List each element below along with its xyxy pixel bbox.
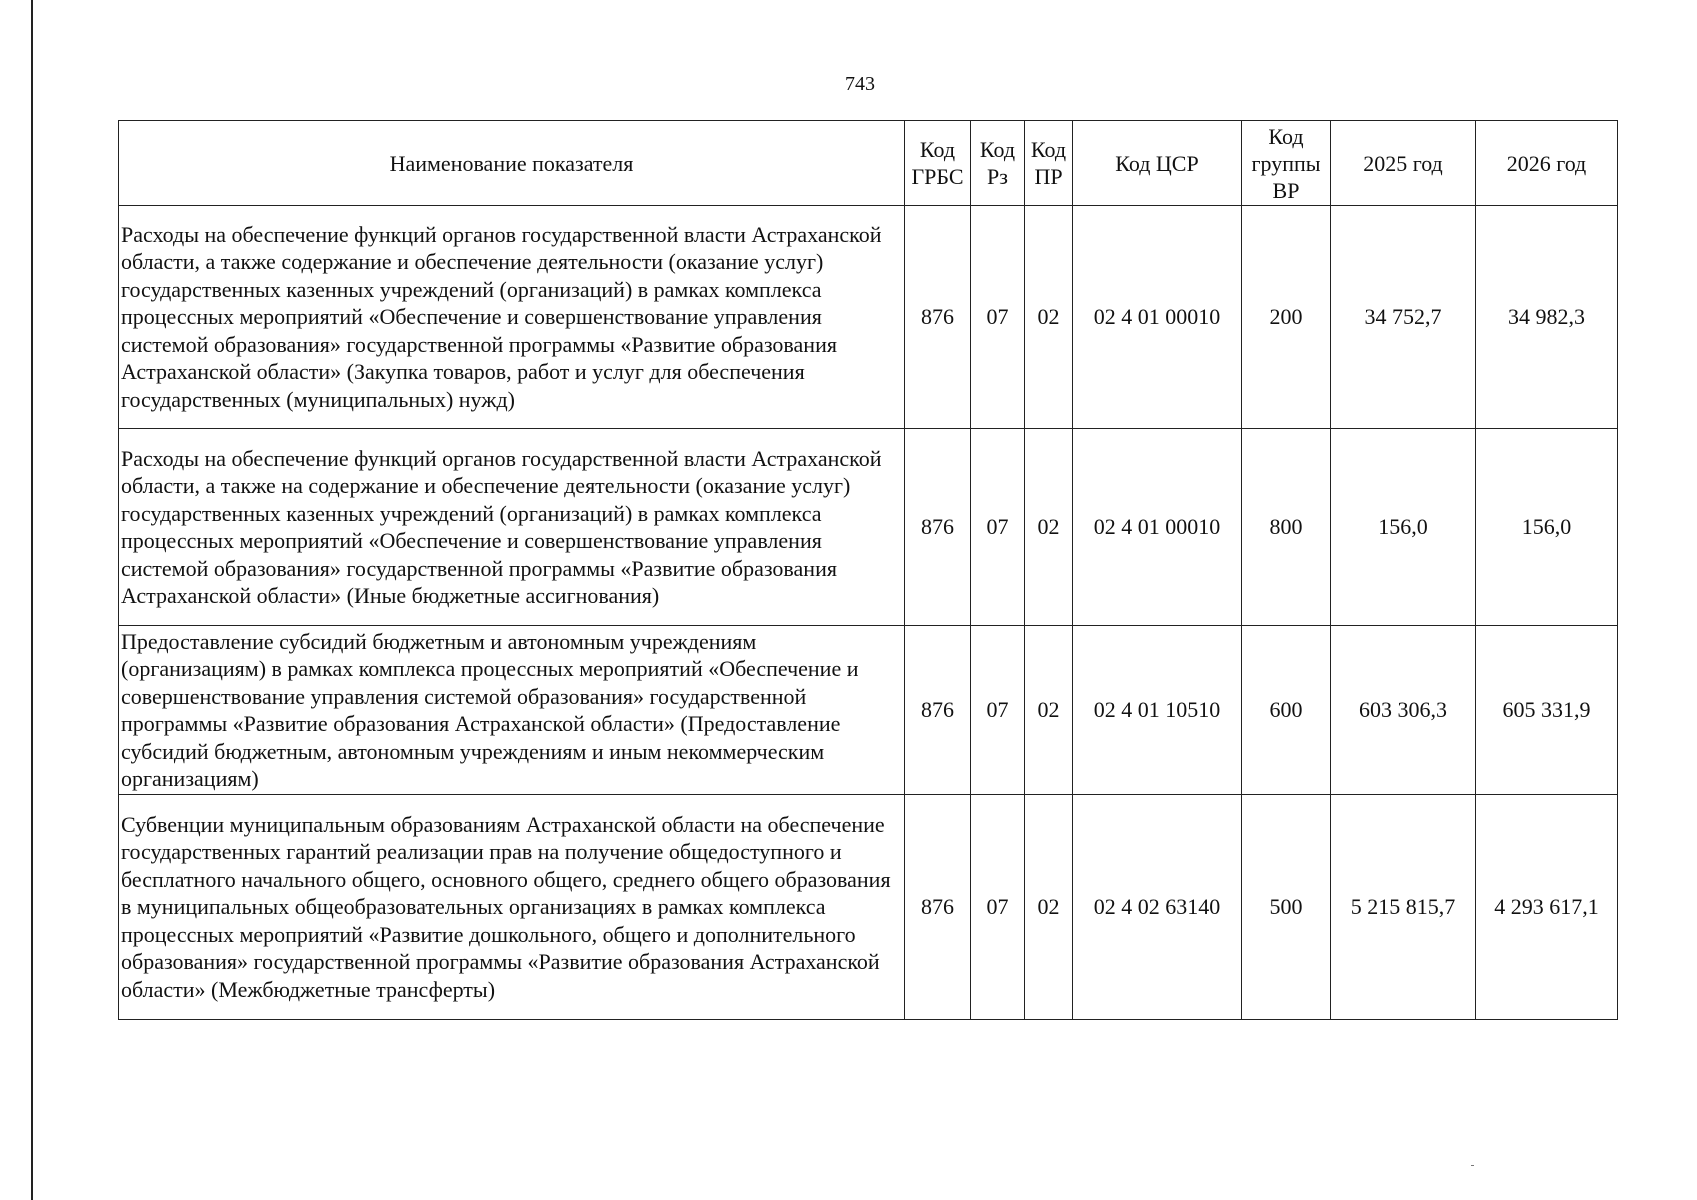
- row-2026: 4 293 617,1: [1476, 795, 1618, 1020]
- header-grbs: Код ГРБС: [905, 121, 971, 206]
- row-rz: 07: [971, 626, 1025, 795]
- row-rz: 07: [971, 429, 1025, 626]
- header-2026: 2026 год: [1476, 121, 1618, 206]
- row-2025: 34 752,7: [1331, 206, 1476, 429]
- header-pr: Код ПР: [1025, 121, 1073, 206]
- row-2025: 5 215 815,7: [1331, 795, 1476, 1020]
- header-csr: Код ЦСР: [1073, 121, 1242, 206]
- table-row: [119, 429, 1618, 626]
- row-vr: 200: [1242, 206, 1331, 429]
- row-pr: 02: [1025, 795, 1073, 1020]
- table-header-row: [119, 121, 1618, 206]
- page-number: 743: [845, 73, 875, 95]
- header-rz: Код Рз: [971, 121, 1025, 206]
- row-name: Субвенции муниципальным образованиям Астраханской области на обеспечение государственных гарантий реализации прав на получение общедоступного и бесплатного начального общего, основного общего, среднего общего образования в муниципальных общеобразовательных организациях в рамках комплекса процессных мероприятий «Развитие дошкольного, общего и дополнительного образования» государственной программы «Развитие образования Астраханской области» (Межбюджетные трансферты): [119, 795, 905, 1020]
- row-grbs: 876: [905, 429, 971, 626]
- row-2026: 156,0: [1476, 429, 1618, 626]
- row-name: Расходы на обеспечение функций органов государственной власти Астраханской области, а также на содержание и обеспечение деятельности (оказание услуг) государственных казенных учреждений (организаций) в рамках комплекса процессных мероприятий «Обеспечение и совершенствование управления системой образования» государственной программы «Развитие образования Астраханской области» (Иные бюджетные ассигнования): [119, 429, 905, 626]
- row-grbs: 876: [905, 206, 971, 429]
- table-row: [119, 206, 1618, 429]
- table-row: [119, 795, 1618, 1020]
- row-csr: 02 4 01 00010: [1073, 206, 1242, 429]
- row-csr: 02 4 01 00010: [1073, 429, 1242, 626]
- row-rz: 07: [971, 206, 1025, 429]
- row-pr: 02: [1025, 429, 1073, 626]
- header-2025: 2025 год: [1331, 121, 1476, 206]
- row-vr: 600: [1242, 626, 1331, 795]
- row-name: Расходы на обеспечение функций органов государственной власти Астраханской области, а также содержание и обеспечение деятельности (оказание услуг) государственных казенных учреждений (организаций) в рамках комплекса процессных мероприятий «Обеспечение и совершенствование управления системой образования» государственной программы «Развитие образования Астраханской области» (Закупка товаров, работ и услуг для обеспечения государственных (муниципальных) нужд): [119, 206, 905, 429]
- header-vr: Код группы ВР: [1242, 121, 1331, 206]
- row-vr: 800: [1242, 429, 1331, 626]
- row-pr: 02: [1025, 206, 1073, 429]
- row-pr: 02: [1025, 626, 1073, 795]
- row-vr: 500: [1242, 795, 1331, 1020]
- left-margin-line: [31, 0, 33, 1200]
- row-name: Предоставление субсидий бюджетным и автономным учреждениям (организациям) в рамках комплекса процессных мероприятий «Обеспечение и совершенствование управления системой образования» государственной программы «Развитие образования Астраханской области» (Предоставление субсидий бюджетным, автономным учреждениям и иным некоммерческим организациям): [119, 626, 905, 795]
- row-2025: 156,0: [1331, 429, 1476, 626]
- row-rz: 07: [971, 795, 1025, 1020]
- row-2025: 603 306,3: [1331, 626, 1476, 795]
- scan-speck: [1471, 1165, 1474, 1166]
- row-csr: 02 4 02 63140: [1073, 795, 1242, 1020]
- row-2026: 605 331,9: [1476, 626, 1618, 795]
- budget-table: [118, 120, 1618, 1020]
- row-csr: 02 4 01 10510: [1073, 626, 1242, 795]
- row-grbs: 876: [905, 795, 971, 1020]
- table-row: [119, 626, 1618, 795]
- header-name: Наименование показателя: [119, 121, 905, 206]
- row-2026: 34 982,3: [1476, 206, 1618, 429]
- row-grbs: 876: [905, 626, 971, 795]
